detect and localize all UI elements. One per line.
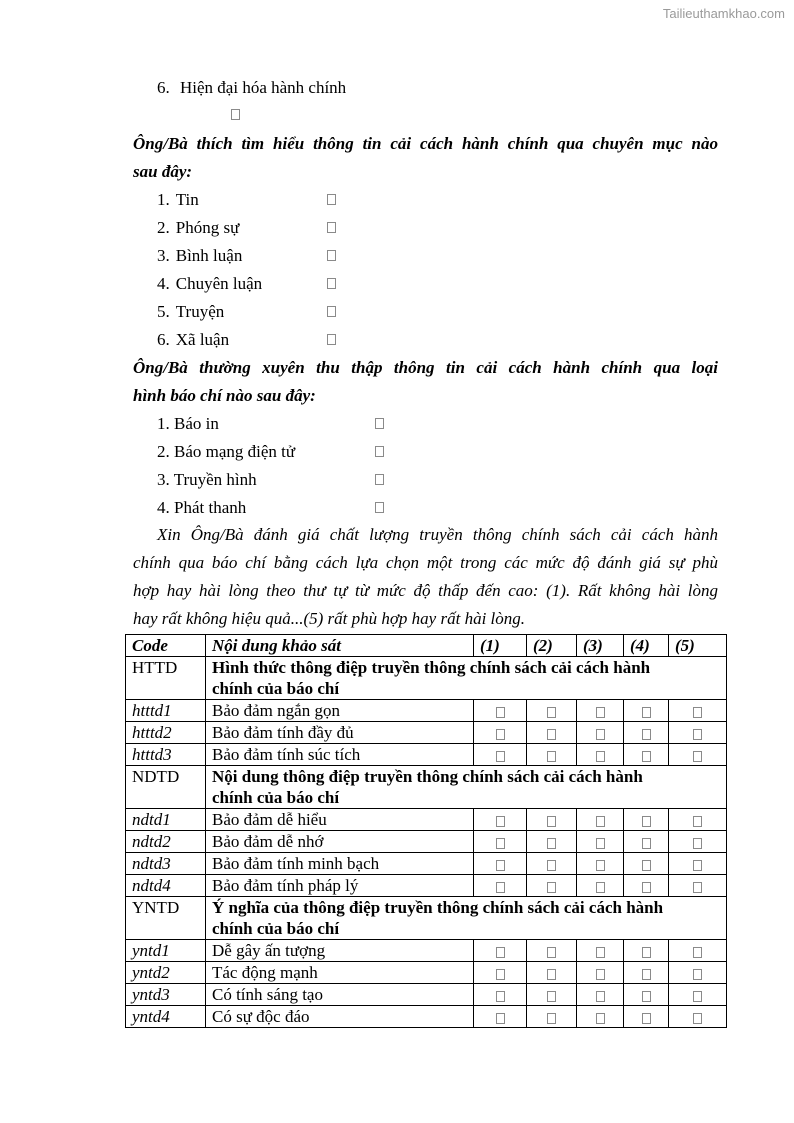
checkbox[interactable] xyxy=(496,707,505,718)
header-content: Nội dung khảo sát xyxy=(206,635,474,657)
rating-cell-4 xyxy=(624,809,669,831)
checkbox[interactable] xyxy=(693,947,702,958)
checkbox[interactable] xyxy=(596,816,605,827)
checkbox[interactable] xyxy=(596,751,605,762)
row-code: yntd2 xyxy=(126,962,206,984)
row-content: Bảo đảm tính minh bạch xyxy=(206,853,474,875)
option-label: Truyện xyxy=(175,302,225,321)
checkbox[interactable] xyxy=(693,1013,702,1024)
instruction-line-4: hay rất không hiệu quả...(5) rất phù hợp hay rất hài lòng. xyxy=(133,609,526,628)
row-code: htttd2 xyxy=(126,722,206,744)
checkbox[interactable] xyxy=(596,947,605,958)
rating-cell-2 xyxy=(527,809,577,831)
checkbox[interactable] xyxy=(642,729,651,740)
checkbox[interactable] xyxy=(547,816,556,827)
checkbox[interactable] xyxy=(375,418,384,429)
rating-cell-5 xyxy=(669,962,727,984)
survey-table xyxy=(125,634,727,1028)
group-title-line-2: chính của báo chí xyxy=(212,788,340,807)
header-level-1: (1) xyxy=(474,635,527,657)
row-code: ndtd1 xyxy=(126,809,206,831)
option-item xyxy=(157,246,242,266)
checkbox[interactable] xyxy=(642,882,651,893)
row-content: Có sự độc đáo xyxy=(206,1006,474,1028)
row-code: yntd3 xyxy=(126,984,206,1006)
rating-cell-5 xyxy=(669,853,727,875)
checkbox[interactable] xyxy=(547,860,556,871)
checkbox[interactable] xyxy=(596,860,605,871)
header-code: Code xyxy=(126,635,206,657)
option-label: Tin xyxy=(175,190,199,209)
checkbox[interactable] xyxy=(693,838,702,849)
checkbox[interactable] xyxy=(496,882,505,893)
option-item: 1. Báo in xyxy=(157,414,219,433)
checkbox[interactable] xyxy=(496,947,505,958)
rating-cell-1 xyxy=(474,809,527,831)
rating-cell-2 xyxy=(527,875,577,897)
row-content: Bảo đảm tính súc tích xyxy=(206,744,474,766)
option-label: Chuyên luận xyxy=(175,274,263,293)
checkbox[interactable] xyxy=(496,751,505,762)
table-row xyxy=(126,984,727,1006)
table-row xyxy=(126,722,727,744)
rating-cell-4 xyxy=(624,962,669,984)
checkbox[interactable] xyxy=(375,474,384,485)
rating-cell-3 xyxy=(577,1006,624,1028)
group-title xyxy=(206,766,727,809)
instruction-line-1: Xin Ông/Bà đánh giá chất lượng truyền thông chính sách cải cách hành xyxy=(157,525,718,544)
option-item: 2. Báo mạng điện tử xyxy=(157,442,296,461)
checkbox[interactable] xyxy=(642,1013,651,1024)
rating-cell-5 xyxy=(669,940,727,962)
row-content: Có tính sáng tạo xyxy=(206,984,474,1006)
option-item: 3. Truyền hình xyxy=(157,470,257,489)
checkbox[interactable] xyxy=(327,194,336,205)
group-row xyxy=(126,657,727,700)
checkbox[interactable] xyxy=(375,446,384,457)
checkbox[interactable] xyxy=(693,882,702,893)
question-2-line-1: Ông/Bà thường xuyên thu thập thông tin cải cách hành chính qua loại xyxy=(133,358,718,377)
option-item xyxy=(157,330,229,350)
checkbox[interactable] xyxy=(375,502,384,513)
checkbox[interactable] xyxy=(596,969,605,980)
option-number: 5. xyxy=(157,302,170,321)
checkbox[interactable] xyxy=(642,751,651,762)
watermark: Tailieuthamkhao.com xyxy=(662,6,785,21)
rating-cell-5 xyxy=(669,831,727,853)
table-row xyxy=(126,962,727,984)
header-level-4: (4) xyxy=(624,635,669,657)
checkbox[interactable] xyxy=(327,250,336,261)
instruction-line-3: hợp hay hài lòng theo thư tự từ mức độ thấp đến cao: (1). Rất không hài lòng xyxy=(133,581,718,600)
rating-cell-1 xyxy=(474,962,527,984)
header-level-3: (3) xyxy=(577,635,624,657)
checkbox[interactable] xyxy=(547,882,556,893)
checkbox[interactable] xyxy=(596,882,605,893)
rating-cell-1 xyxy=(474,853,527,875)
checkbox[interactable] xyxy=(496,729,505,740)
checkbox[interactable] xyxy=(547,751,556,762)
checkbox[interactable] xyxy=(642,816,651,827)
rating-cell-5 xyxy=(669,984,727,1006)
checkbox[interactable] xyxy=(693,860,702,871)
row-content: Bảo đảm tính pháp lý xyxy=(206,875,474,897)
checkbox[interactable] xyxy=(547,707,556,718)
row-code: htttd3 xyxy=(126,744,206,766)
rating-cell-4 xyxy=(624,744,669,766)
rating-cell-1 xyxy=(474,722,527,744)
row-code: yntd4 xyxy=(126,1006,206,1028)
checkbox[interactable] xyxy=(496,991,505,1002)
rating-cell-2 xyxy=(527,962,577,984)
rating-cell-1 xyxy=(474,700,527,722)
rating-cell-3 xyxy=(577,722,624,744)
item-label: Hiện đại hóa hành chính xyxy=(180,78,347,97)
row-content: Bảo đảm tính đầy đủ xyxy=(206,722,474,744)
row-code: htttd1 xyxy=(126,700,206,722)
checkbox[interactable] xyxy=(693,751,702,762)
checkbox[interactable] xyxy=(496,1013,505,1024)
rating-cell-2 xyxy=(527,831,577,853)
rating-cell-4 xyxy=(624,1006,669,1028)
checkbox[interactable] xyxy=(231,109,240,120)
group-title-line-2: chính của báo chí xyxy=(212,919,340,938)
rating-cell-1 xyxy=(474,831,527,853)
rating-cell-3 xyxy=(577,875,624,897)
table-row xyxy=(126,875,727,897)
rating-cell-4 xyxy=(624,700,669,722)
checkbox[interactable] xyxy=(327,222,336,233)
rating-cell-3 xyxy=(577,853,624,875)
rating-cell-3 xyxy=(577,700,624,722)
checkbox[interactable] xyxy=(596,707,605,718)
rating-cell-2 xyxy=(527,940,577,962)
row-code: ndtd4 xyxy=(126,875,206,897)
option-number: 1. xyxy=(157,190,170,209)
rating-cell-3 xyxy=(577,744,624,766)
checkbox[interactable] xyxy=(547,729,556,740)
question-1-line-1: Ông/Bà thích tìm hiểu thông tin cải cách hành chính qua chuyên mục nào xyxy=(133,134,718,153)
checkbox[interactable] xyxy=(642,860,651,871)
group-code: YNTD xyxy=(126,897,206,940)
rating-cell-3 xyxy=(577,984,624,1006)
checkbox[interactable] xyxy=(496,969,505,980)
option-item xyxy=(157,274,262,294)
rating-cell-2 xyxy=(527,984,577,1006)
group-row xyxy=(126,897,727,940)
checkbox[interactable] xyxy=(642,991,651,1002)
group-title-line-2: chính của báo chí xyxy=(212,679,340,698)
group-title-line-1: Hình thức thông điệp truyền thông chính sách cải cách hành xyxy=(212,658,651,677)
option-number: 6. xyxy=(157,330,170,349)
option-number: 3. xyxy=(157,246,170,265)
rating-cell-2 xyxy=(527,700,577,722)
rating-cell-5 xyxy=(669,1006,727,1028)
rating-cell-4 xyxy=(624,853,669,875)
checkbox[interactable] xyxy=(327,334,336,345)
option-number: 4. xyxy=(157,274,170,293)
option-number: 2. xyxy=(157,218,170,237)
checkbox[interactable] xyxy=(693,707,702,718)
header-level-5: (5) xyxy=(669,635,727,657)
option-item: 4. Phát thanh xyxy=(157,498,247,517)
option-label: Bình luận xyxy=(175,246,243,265)
checkbox[interactable] xyxy=(596,729,605,740)
header-level-2: (2) xyxy=(527,635,577,657)
rating-cell-1 xyxy=(474,984,527,1006)
table-row xyxy=(126,853,727,875)
checkbox[interactable] xyxy=(547,1013,556,1024)
rating-cell-4 xyxy=(624,831,669,853)
item-number: 6. xyxy=(157,78,170,97)
table-row xyxy=(126,744,727,766)
row-content: Bảo đảm ngắn gọn xyxy=(206,700,474,722)
rating-cell-1 xyxy=(474,875,527,897)
group-row xyxy=(126,766,727,809)
row-content: Tác động mạnh xyxy=(206,962,474,984)
rating-cell-1 xyxy=(474,940,527,962)
rating-cell-2 xyxy=(527,853,577,875)
rating-cell-3 xyxy=(577,962,624,984)
group-title xyxy=(206,657,727,700)
checkbox[interactable] xyxy=(496,860,505,871)
rating-cell-5 xyxy=(669,875,727,897)
rating-cell-3 xyxy=(577,809,624,831)
option-item xyxy=(157,218,239,238)
rating-cell-2 xyxy=(527,744,577,766)
checkbox[interactable] xyxy=(496,816,505,827)
checkbox[interactable] xyxy=(693,991,702,1002)
table-row xyxy=(126,1006,727,1028)
checkbox[interactable] xyxy=(693,969,702,980)
checkbox[interactable] xyxy=(642,947,651,958)
checkbox[interactable] xyxy=(547,991,556,1002)
rating-cell-5 xyxy=(669,722,727,744)
checkbox[interactable] xyxy=(693,729,702,740)
checkbox[interactable] xyxy=(693,816,702,827)
checkbox[interactable] xyxy=(327,278,336,289)
checkbox[interactable] xyxy=(596,991,605,1002)
rating-cell-5 xyxy=(669,809,727,831)
table-row xyxy=(126,700,727,722)
checkbox[interactable] xyxy=(596,1013,605,1024)
checkbox[interactable] xyxy=(642,707,651,718)
rating-cell-2 xyxy=(527,722,577,744)
group-title-line-1: Ý nghĩa của thông điệp truyền thông chính sách cải cách hành xyxy=(212,898,664,917)
checkbox[interactable] xyxy=(327,306,336,317)
table-row xyxy=(126,940,727,962)
group-code: HTTD xyxy=(126,657,206,700)
row-content: Bảo đảm dễ nhớ xyxy=(206,831,474,853)
question-2-line-2: hình báo chí nào sau đây: xyxy=(133,386,316,405)
checkbox[interactable] xyxy=(642,838,651,849)
checkbox[interactable] xyxy=(596,838,605,849)
option-item xyxy=(157,302,224,322)
rating-cell-1 xyxy=(474,1006,527,1028)
group-title xyxy=(206,897,727,940)
option-label: Xã luận xyxy=(175,330,230,349)
instruction-line-2: chính qua báo chí bằng cách lựa chọn một trong các mức độ đánh giá sự phù xyxy=(133,553,718,572)
row-code: yntd1 xyxy=(126,940,206,962)
rating-cell-4 xyxy=(624,875,669,897)
rating-cell-5 xyxy=(669,744,727,766)
table-header-row xyxy=(126,635,727,657)
rating-cell-4 xyxy=(624,722,669,744)
checkbox[interactable] xyxy=(547,947,556,958)
option-label: Phóng sự xyxy=(175,218,240,237)
rating-cell-4 xyxy=(624,984,669,1006)
list-item xyxy=(157,78,346,98)
checkbox[interactable] xyxy=(496,838,505,849)
checkbox[interactable] xyxy=(547,969,556,980)
rating-cell-2 xyxy=(527,1006,577,1028)
rating-cell-3 xyxy=(577,940,624,962)
group-title-line-1: Nội dung thông điệp truyền thông chính sách cải cách hành xyxy=(212,767,643,786)
row-code: ndtd3 xyxy=(126,853,206,875)
rating-cell-5 xyxy=(669,700,727,722)
rating-cell-1 xyxy=(474,744,527,766)
rating-cell-4 xyxy=(624,940,669,962)
row-content: Bảo đảm dễ hiểu xyxy=(206,809,474,831)
group-code: NDTD xyxy=(126,766,206,809)
checkbox[interactable] xyxy=(642,969,651,980)
question-1-line-2: sau đây: xyxy=(133,162,193,181)
table-row xyxy=(126,831,727,853)
row-content: Dễ gây ấn tượng xyxy=(206,940,474,962)
table-row xyxy=(126,809,727,831)
checkbox[interactable] xyxy=(547,838,556,849)
option-item xyxy=(157,190,199,210)
rating-cell-3 xyxy=(577,831,624,853)
row-code: ndtd2 xyxy=(126,831,206,853)
